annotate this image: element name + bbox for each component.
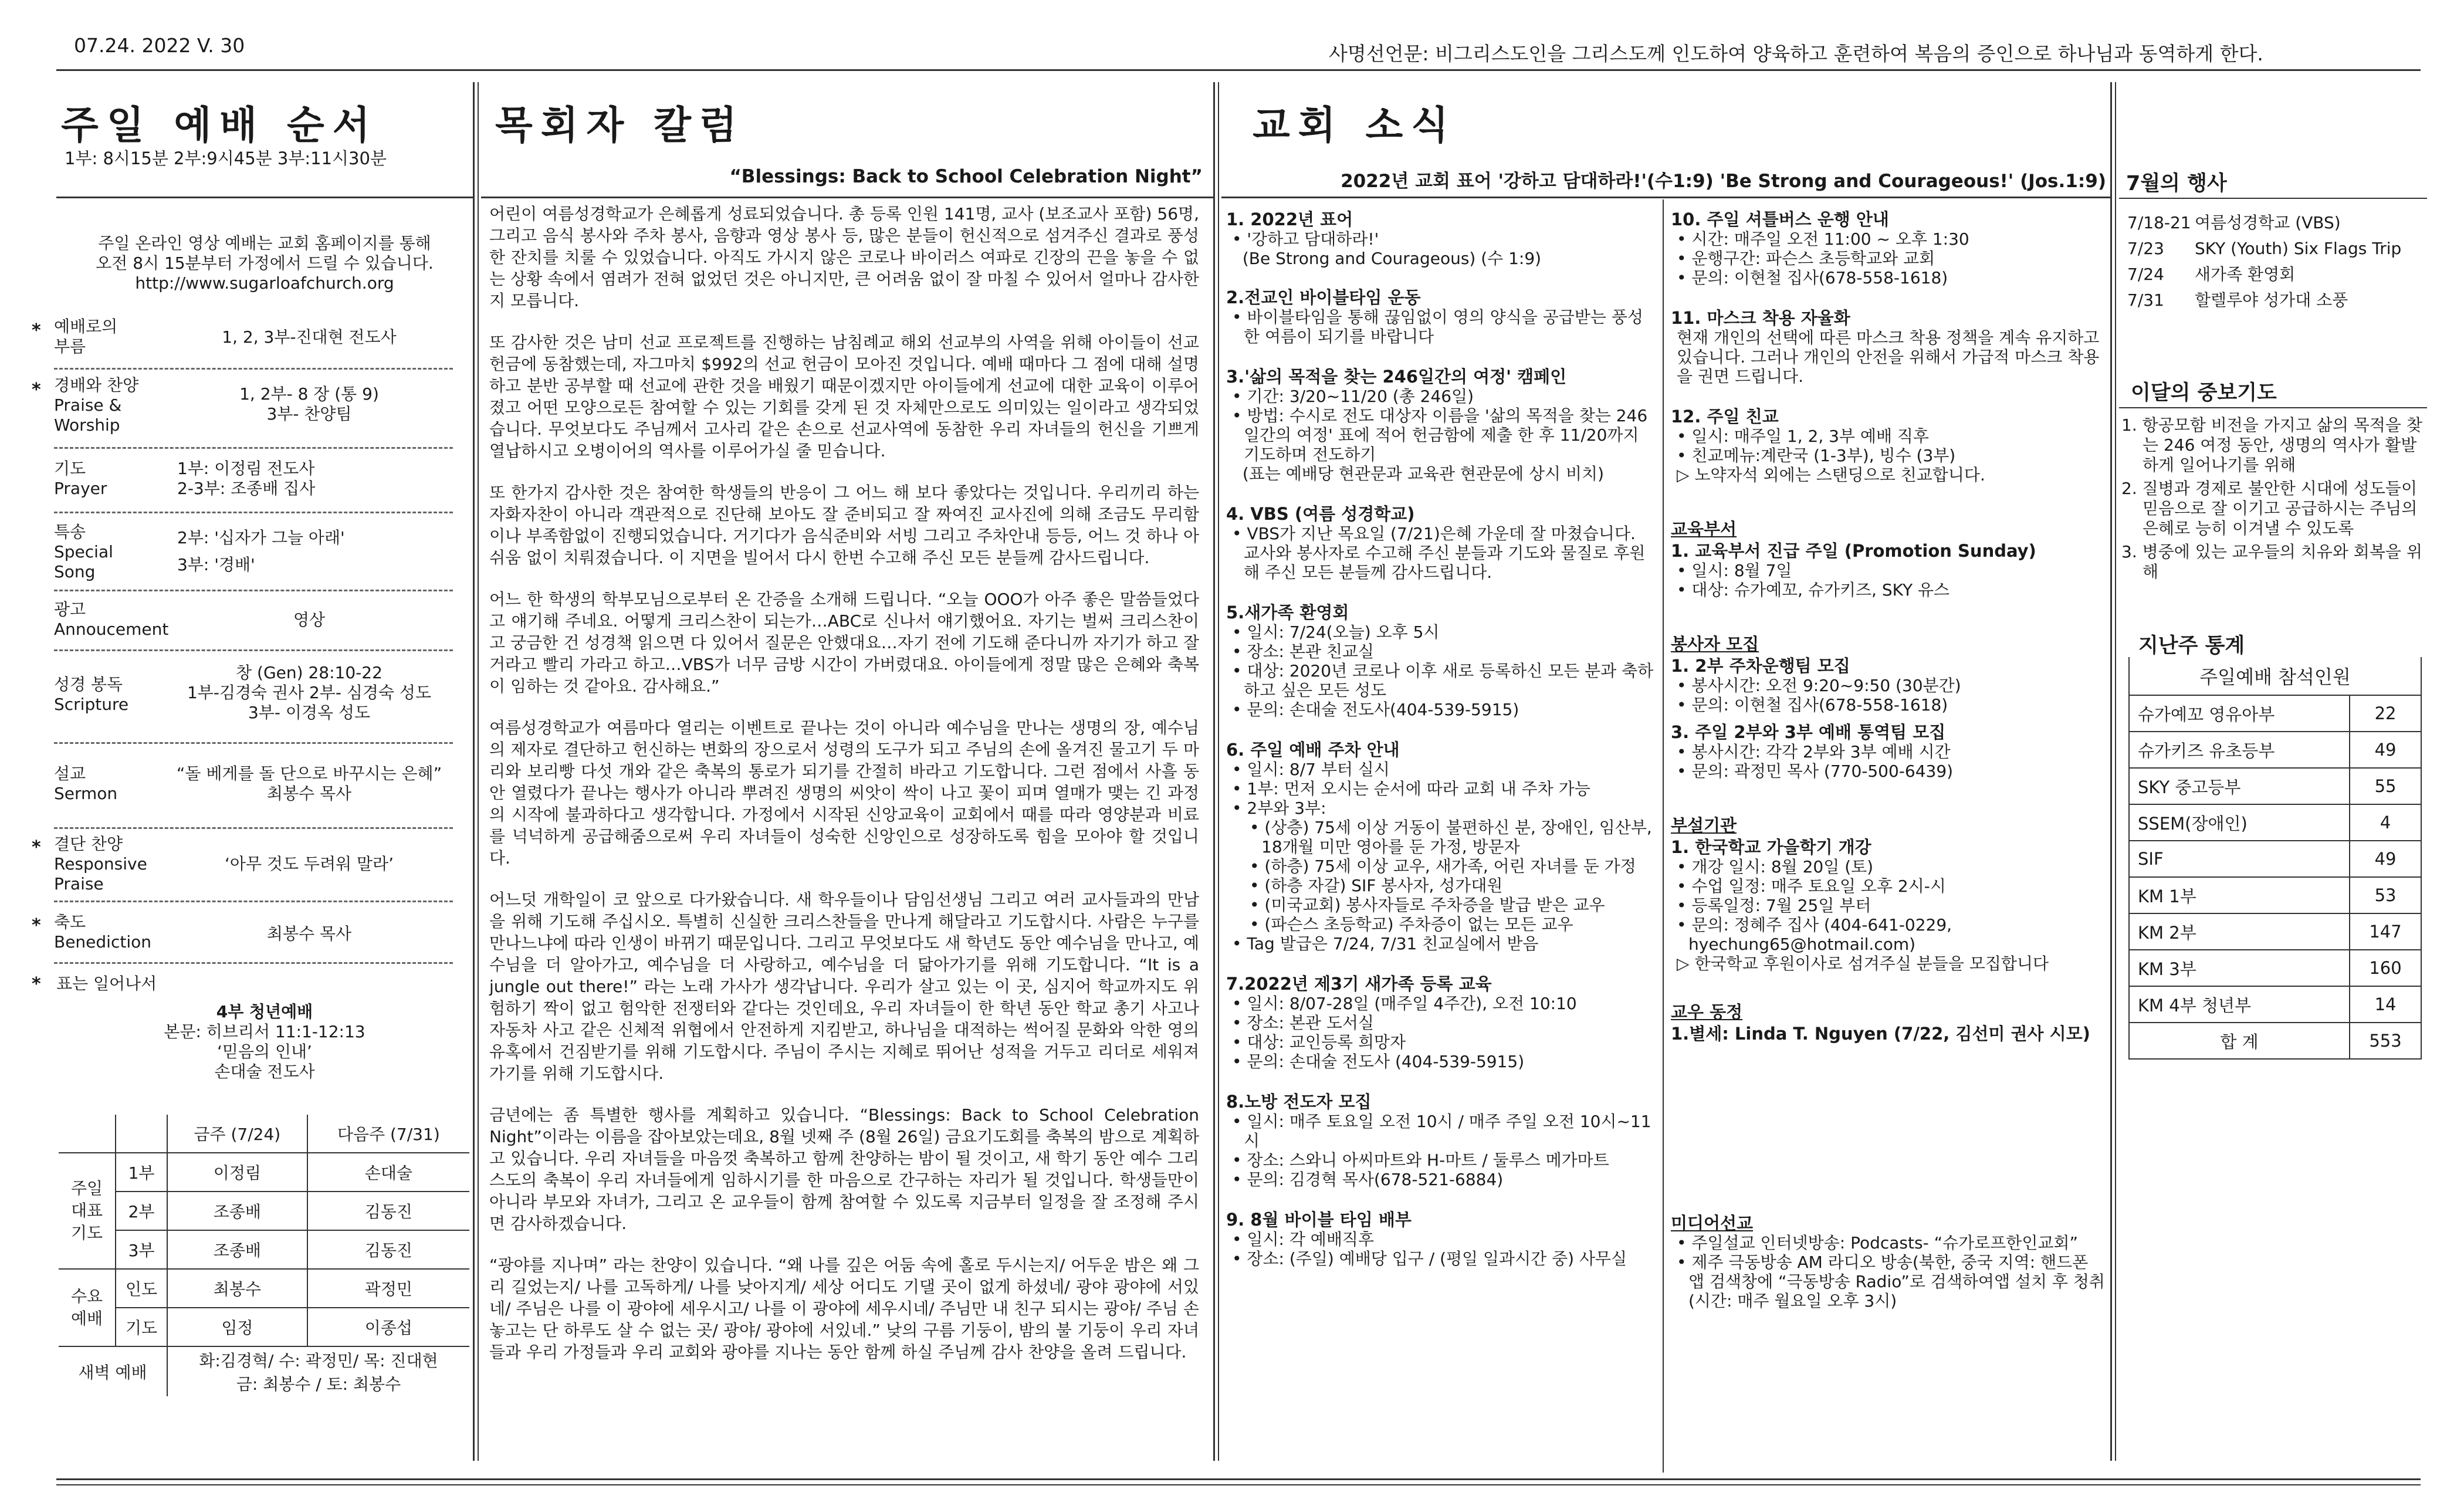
order-value: 2부: '십자가 그늘 아래' [177, 528, 345, 547]
order-value: 창 (Gen) 28:10-22 [236, 663, 383, 682]
news-inner-divider [1663, 199, 1664, 1473]
homepage-link[interactable]: http://www.sugarloafchurch.org [135, 273, 394, 293]
news-item: • 수업 일정: 매주 토요일 오후 2시-시 [1677, 876, 1946, 896]
stats-total-label: 합 계 [2129, 1023, 2350, 1059]
order-label: Special [54, 542, 113, 561]
top-rule [56, 69, 2421, 71]
divider-3 [2110, 82, 2112, 1461]
news-item: • 대상: 교인등록 희망자 [1232, 1033, 1406, 1052]
prayer-focus-item: 2. 질병과 경제로 불안한 시대에 성도들이 믿음으로 잘 이기고 공급하시는 주님의 은혜로 능히 이겨낼 수 있도록 [2121, 479, 2418, 538]
column-title: 목회자 칼럼 [495, 103, 745, 148]
news-item: • 기간: 3/20~11/20 (총 246일) [1232, 387, 1474, 406]
news-section-title: 교우 동정 [1671, 1002, 1743, 1022]
dawn-schedule [167, 1346, 469, 1396]
news-item: • (미국교회) 봉사자들로 주차증을 발급 받은 교우 [1250, 895, 1605, 915]
news-item: • VBS가 지난 목요일 (7/21)은혜 가운데 잘 마쳤습니다. 교사와 봉사자로 수고해 주신 분들과 기도와 물질로 후원해 주신 모든 분들께 감사드립니다. [1232, 524, 1646, 582]
news-item: ▷ 한국학교 후원이사로 섬겨주실 분들을 모집합니다 [1677, 954, 2049, 973]
order-value: 영상 [293, 610, 326, 629]
service-cell: 기도 [116, 1308, 167, 1346]
order-label: 기도 [54, 459, 86, 478]
youth-preacher: 손대술 전도사 [214, 1062, 315, 1081]
order-label: Praise [54, 874, 104, 893]
service-cell: 2부 [116, 1192, 167, 1230]
bottom-rule [56, 1478, 2421, 1480]
events-title: 7월의 행사 [2126, 172, 2227, 195]
news-section-title: 부설기관 [1671, 815, 1737, 835]
order-value: 최봉수 목사 [266, 924, 352, 943]
column-paragraph: 어느덧 개학일이 코 앞으로 다가왔습니다. 새 학우들이나 담임선생님 그리고 여러 교사들과의 만남을 위해 기도해 주십시오. 특별히 신실한 크리스찬들을 만나게 해달라고 기도합시다. 사람은 누구를 만나느냐에 따라 인생이 바뀌기 때문입니다. 그리고 무엇보다도 새 학년도 동안 예수님을 만나고, 예수님을 더 알아가고, 예수님을 더 사랑하고, 예수님을 더 닮아가기를 위해 기도합니다. “It is a jungle out there!” 라는 노래 가사가 생각납니다. 우리가 살고 있는 이 곳, 심지어 학교까지도 위험하기 짝이 없고 험악한 전쟁터와 같다는 것인데요, 우리 자녀들이 한 학년 동안 학교 총기 사고나 자동차 사고 같은 신체적 위협에서 안전하게 지킴받고, 하나님을 대적하는 썩어질 문화와 악한 영의 유혹에서 건짐받기를 위해 기도합시다. 주님이 주시는 지혜로 뛰어난 성적을 거두고 리더로 세워져 가기를 위해 기도합시다. [489, 890, 1199, 1083]
stats-group: KM 2부 [2129, 913, 2350, 950]
news-item: • 문의: 이현철 집사(678-558-1618) [1677, 268, 1948, 287]
news-item: • 문의: 손대술 전도사(404-539-5915) [1232, 700, 1519, 719]
news-item: • 일시: 매주 토요일 오전 10시 / 매주 주일 오전 10시~11시 [1232, 1112, 1651, 1150]
news-item: • 일시: 8/7 부터 실시 [1232, 760, 1390, 779]
order-label: 특송 [54, 522, 86, 541]
order-label: Sermon [54, 784, 118, 803]
news-item: • 1부: 먼저 오시는 순서에 따라 교회 내 주차 가능 [1232, 779, 1590, 798]
stats-group: 슈가예꼬 영유아부 [2129, 695, 2350, 732]
column-paragraph: 또 감사한 것은 남미 선교 프로젝트를 진행하는 남침례교 해외 선교부의 사역을 위해 아이들이 선교 헌금에 동참했는데, 자그마치 $992의 선교 헌금이 모아진 것입니다. 예배 때마다 그 점에 대해 설명하고 분반 공부할 때 선교에 관한 것을 배웠기 때문이겠지만 아이들에게 선교에 대한 교육이 이루어졌고 어떤 모양으로든 참여할 수 있는 기회를 갖게 된 것 자체만으로도 의미있는 일이라고 생각되었습니다. 무엇보다도 주님께서 고사리 같은 손으로 선교사역에 동참한 우리 자녀들의 헌신을 기쁘게 열납하시고 오병이어의 역사를 이루어가실 줄 믿습니다. [489, 333, 1199, 461]
news-heading: 8.노방 전도자 모집 [1226, 1092, 1372, 1112]
prayer-head-next-week: 다음주 (7/31) [307, 1115, 469, 1153]
order-label: 결단 찬양 [54, 834, 123, 854]
news-item: • 일시: 8/07-28일 (매주일 4주간), 오전 10:10 [1232, 994, 1577, 1013]
news-item: • 주일설교 인터넷방송: Podcasts- “슈가로프한인교회” [1677, 1233, 2078, 1253]
news-heading: 4. VBS (여름 성경학교) [1226, 504, 1415, 524]
order-divider [54, 512, 453, 513]
news-item: • 일시: 7/24(오늘) 오후 5시 [1232, 622, 1440, 642]
news-heading: 1.별세: Linda T. Nguyen (7/22, 김선미 권사 시모) [1671, 1024, 2090, 1044]
stats-group: KM 4부 청년부 [2129, 986, 2350, 1023]
event-item: 7/23 SKY (Youth) Six Flags Trip [2127, 239, 2402, 258]
news-heading: 1. 교육부서 진급 주일 (Promotion Sunday) [1671, 541, 2036, 561]
order-divider [54, 447, 453, 449]
dawn-line: 금: 최봉수 / 토: 최봉수 [236, 1375, 401, 1394]
mission-statement: 사명선언문: 비그리스도인을 그리스도께 인도하여 양육하고 훈련하여 복음의 증인으로 하나님과 동역하게 한다. [1329, 42, 2263, 65]
column-subtitle: “Blessings: Back to School Celebration Night” [729, 166, 1203, 187]
stats-group: SKY 중고등부 [2129, 768, 2350, 804]
news-heading: 3.'삶의 목적을 찾는 246일간의 여정' 캠페인 [1226, 367, 1567, 387]
stats-group: SSEM(장애인) [2129, 804, 2350, 841]
news-heading: 2.전교인 바이블타임 운동 [1226, 287, 1421, 307]
order-divider [54, 742, 453, 744]
news-heading: 1. 2022년 표어 [1226, 209, 1353, 229]
order-benediction [54, 912, 447, 959]
order-divider [54, 901, 453, 902]
news-item: • 봉사시간: 오전 9:20~9:50 (30분간) [1677, 676, 1961, 695]
stats-count: 55 [2350, 768, 2421, 804]
news-item: (표는 예배당 현관문과 교육관 현관문에 상시 비치) [1242, 464, 1605, 483]
news-item: • 대상: 2020년 코로나 이후 새로 등록하신 모든 분과 축하하고 싶은 모든 성도 [1232, 661, 1654, 700]
order-call-to-worship [54, 317, 447, 364]
order-value: ‘아무 것도 두려워 말라’ [225, 854, 394, 874]
events-rule [2119, 198, 2427, 199]
news-item: • 문의: 김경혁 목사(678-521-6884) [1232, 1170, 1504, 1189]
news-item: (Be Strong and Courageous) (수 1:9) [1242, 249, 1542, 268]
youth-service [56, 1002, 473, 1082]
news-section-title: 봉사자 모집 [1671, 634, 1759, 654]
order-value: 3부- 이경옥 성도 [248, 703, 370, 722]
name-cell: 김동진 [307, 1192, 469, 1230]
order-divider [54, 368, 453, 370]
order-value: 1부: 이정림 전도사 [177, 459, 315, 478]
order-value: 3부: '경배' [177, 555, 255, 574]
name-cell: 이종섭 [307, 1308, 469, 1346]
stand-star: * [32, 915, 41, 936]
news-item: • 2부와 3부: [1232, 798, 1326, 818]
news-item: • (상층) 75세 이상 거동이 불편하신 분, 장애인, 임산부, 18개월 미만 영아를 둔 가정, 방문자 [1250, 818, 1652, 857]
order-responsive-praise [54, 834, 447, 899]
stats-title: 지난주 통계 [2138, 634, 2245, 658]
news-section-title: 교육부서 [1671, 519, 1737, 539]
news-heading: 5.새가족 환영회 [1226, 603, 1349, 622]
order-value: “돌 베게를 돌 단으로 바꾸시는 은혜” [176, 764, 442, 783]
order-divider [54, 649, 453, 651]
stats-count: 4 [2350, 804, 2421, 841]
order-label: Worship [54, 415, 120, 435]
stats-total: 553 [2350, 1023, 2421, 1059]
order-value: 최봉수 목사 [266, 784, 352, 803]
news-heading: 11. 마스크 착용 자율화 [1671, 308, 1850, 328]
stats-group: KM 1부 [2129, 877, 2350, 913]
news-item: • 친교메뉴:계란국 (1-3부), 빙수 (3부) [1677, 446, 1956, 465]
news-item: • 장소: 본관 도서실 [1232, 1013, 1374, 1033]
column-paragraph: 금년에는 좀 특별한 행사를 계획하고 있습니다. “Blessings: Back to School Celebration Night”이라는 이름을 잡아보았는데요, 8월 넷째 주 (8월 26일) 금요기도회를 축복의 밤으로 계획하고 있습니다. 우리 자녀들을 마음껏 축복하고 함께 찬양하는 밤이 될 것이고, 새 학기 동안 예수 그리스도의 축복이 우리 자녀들에게 임하시기를 한 마음으로 간구하는 자리가 될 것입니다. 학생들만이 아니라 부모와 자녀가, 그리고 온 교우들이 함께 참여할 수 있도록 지금부터 일정을 잘 조정해 주시면 감사하겠습니다. [489, 1105, 1199, 1233]
news-item: • 장소: 본관 친교실 [1232, 642, 1374, 661]
order-special-song [54, 522, 447, 587]
service-cell: 인도 [116, 1269, 167, 1308]
news-item: • 일시: 각 예배직후 [1232, 1230, 1374, 1249]
date-volume: 07.24. 2022 V. 30 [74, 34, 245, 57]
name-cell: 임정 [167, 1308, 307, 1346]
stand-note: 표는 일어나서 [56, 974, 157, 993]
stats-count: 53 [2350, 877, 2421, 913]
name-cell: 조종배 [167, 1192, 307, 1230]
order-label: Responsive [54, 854, 147, 874]
event-item: 7/18-21 여름성경학교 (VBS) [2127, 213, 2341, 232]
news-item: • 시간: 매주일 오전 11:00 ~ 오후 1:30 [1677, 229, 1969, 249]
sunday-prayer-label: 주일 대표 기도 [59, 1153, 116, 1269]
order-label: Song [54, 562, 96, 581]
service-cell: 3부 [116, 1230, 167, 1269]
order-label: 부름 [54, 337, 86, 356]
name-cell: 손대술 [307, 1153, 469, 1192]
news-item: • (파슨스 초등학교) 주차증이 없는 모든 교우 [1250, 915, 1573, 934]
divider-1b [478, 82, 479, 1461]
news-title: 교회 소식 [1253, 103, 1457, 148]
news-item: • (하층 자갈) SIF 봉사자, 성가대원 [1250, 876, 1503, 895]
stats-table [2128, 657, 2422, 1060]
online-note-line: 오전 8시 15분부터 가정에서 드릴 수 있습니다. [96, 253, 434, 273]
stats-count: 49 [2350, 841, 2421, 877]
news-heading: 12. 주일 친교 [1671, 407, 1779, 427]
news-item: • (하층) 75세 이상 교우, 새가족, 어린 자녀를 둔 가정 [1250, 857, 1636, 876]
news-heading: 7.2022년 제3기 새가족 등록 교육 [1226, 974, 1492, 994]
prayer-focus-rule [2119, 407, 2427, 408]
column-paragraph: 여름성경학교가 여름마다 열리는 이벤트로 끝나는 것이 아니라 예수님을 만나는 생명의 장, 예수님의 제자로 결단하고 헌신하는 변화의 장으로서 성령의 도구가 되고 주님의 손에 올겨진 물고기 두 마리와 보리빵 다섯 개와 같은 축복의 통로가 되기를 간절히 바라고 기도합니다. 그런 점에서 사흘 동안 열렸다가 끝나는 행사가 아니라 뿌려진 생명의 씨앗이 싹이 나고 꽃이 피며 열매가 맺는 긴 과정의 시작에 불과하다고 생각합니다. 가정에서 시작된 신앙교육이 교회에서 때를 따라 영양분과 비료를 넉넉하게 공급해줌으로써 우리 자녀들이 성숙한 신앙인으로 성장하도록 힘을 모아야 할 것입니다. [489, 718, 1199, 868]
order-prayer [54, 459, 447, 506]
stats-count: 14 [2350, 986, 2421, 1023]
worship-title: 주일 예배 순서 [61, 103, 378, 148]
news-heading: 1. 2부 주차운행팀 모집 [1671, 656, 1850, 676]
events-list [2127, 210, 2401, 313]
youth-theme: ‘믿음의 인내’ [217, 1042, 312, 1061]
news-item: • 문의: 곽정민 목사 (770-500-6439) [1677, 761, 1954, 781]
order-label: 성경 봉독 [54, 675, 123, 694]
order-divider [54, 827, 453, 829]
order-sermon [54, 764, 447, 811]
youth-title: 4부 청년예배 [216, 1002, 313, 1021]
column-title-rule [481, 197, 1213, 198]
prayer-focus-title: 이달의 중보기도 [2131, 381, 2277, 405]
divider-3b [2115, 82, 2116, 1461]
news-heading: 6. 주일 예배 주차 안내 [1226, 740, 1400, 760]
order-label: Prayer [54, 479, 107, 498]
news-item: • 대상: 슈가예꼬, 슈가키즈, SKY 유스 [1677, 580, 1950, 600]
order-value: 1, 2부- 8 장 (통 9) [239, 384, 379, 404]
order-label: 광고 [54, 600, 86, 619]
order-value: 1부-김경숙 권사 2부- 심경숙 성도 [187, 683, 431, 702]
online-note-line: 주일 온라인 영상 예배는 교회 홈페이지를 통해 [98, 233, 431, 253]
column-paragraph: 어느 한 학생의 학부모님으로부터 온 간증을 소개해 드립니다. “오늘 OOO가 아주 좋은 말씀들었다고 얘기해 주네요. 어떻게 크리스찬이 되는가…ABC로 신나서 얘기했어요. 자기는 벌써 크리스찬이고 궁금한 건 성경책 읽으면 다 있어서 질문은 안했대요…자기 전에 기도해 준다니까 자기가 하고 잘 거라고 빨리 가라고 하고…VBS가 너무 금방 시간이 가버렸대요. 아이들에게 정말 많은 은혜와 축복이 임하는 것 같아요. 감사해요.” [489, 590, 1199, 696]
name-cell: 김동진 [307, 1230, 469, 1269]
news-item: • 장소: (주일) 예배당 입구 / (평일 일과시간 중) 사무실 [1232, 1249, 1627, 1268]
stats-header: 주일예배 참석인원 [2129, 657, 2421, 695]
order-label: 설교 [54, 764, 86, 783]
service-cell: 1부 [116, 1153, 167, 1192]
prayer-focus-list [2121, 415, 2425, 582]
stats-group: KM 3부 [2129, 950, 2350, 986]
column-paragraph: 어린이 여름성경학교가 은혜롭게 성료되었습니다. 총 등록 인원 141명, 교사 (보조교사 포함) 56명, 그리고 음식 봉사와 주차 봉사, 음향과 영상 봉사 등, 많은 분들이 헌신적으로 섬겨주신 결과로 풍성한 잔치를 치룰 수 있었습니다. 아직도 가시지 않은 코로나 바이러스 여파로 긴장의 끈을 놓을 수 없는 상황 속에서 염려가 전혀 없었던 것은 아니지만, 큰 어려움 없이 잘 마칠 수 있어서 얼마나 감사한지 모릅니다. [489, 204, 1199, 310]
prayer-table [59, 1115, 469, 1396]
news-item: • 개강 일시: 8월 20일 (토) [1677, 857, 1874, 876]
prayer-focus-item: 3. 병중에 있는 교우들의 치유와 회복을 위해 [2121, 542, 2422, 581]
order-label: 예배로의 [54, 317, 118, 336]
column-paragraph: “광야를 지나며” 라는 찬양이 있습니다. “왜 나를 깊은 어둠 속에 홀로 두시는지/ 어두운 밤은 왜 그리 길었는지/ 나를 고독하게/ 나를 낮아지게/ 세상 어디도 기댈 곳이 없게 하셨네/ 광야 광야에 서있네/ 주님은 나를 이 광야에 세우시고/ 나를 이 광야에 세우시네/ 주님만 내 친구 되시는 광야/ 주님 손 놓고는 단 하루도 살 수 없는 곳/ 광야/ 광야에 서있네.” 낮의 구름 기둥이, 밤의 불 기둥이 우리 자녀들과 우리 가정들과 우리 교회와 광야를 지나는 동안 함께 하실 주님께 감사 찬양을 올려 드립니다. [489, 1255, 1199, 1362]
order-label: Annoucement [54, 620, 169, 639]
stats-count: 147 [2350, 913, 2421, 950]
dawn-line: 화:김경혁/ 수: 곽정민/ 목: 진대현 [199, 1351, 438, 1370]
news-item: • 일시: 8월 7일 [1677, 561, 1792, 580]
online-note [56, 233, 473, 293]
news-heading: 9. 8월 바이블 타임 배부 [1226, 1210, 1412, 1230]
news-left-column [1226, 199, 1654, 1268]
name-cell: 최봉수 [167, 1269, 307, 1308]
news-item: • 방법: 수시로 전도 대상자 이름을 '삶의 목적을 찾는 246일간의 여정' 표에 적어 헌금함에 제출 한 후 11/20까지 기도하며 전도하기 [1232, 406, 1648, 464]
news-item: • 운행구간: 파슨스 초등학교와 교회 [1677, 249, 1935, 268]
worship-times: 1부: 8시15분 2부:9시45분 3부:11시30분 [65, 148, 387, 168]
order-value: 3부- 찬양팀 [266, 404, 352, 424]
news-section-title: 미디어선교 [1671, 1213, 1754, 1233]
news-item: ▷ 노약자석 외에는 스탠딩으로 친교합니다. [1677, 465, 1985, 485]
news-item: • 봉사시간: 각각 2부와 3부 예배 시간 [1677, 742, 1951, 761]
news-item: • 문의: 이현철 집사(678-558-1618) [1677, 695, 1948, 715]
stand-star: * [32, 837, 41, 858]
order-label: 축도 [54, 912, 86, 932]
news-item: • 등록일정: 7월 25일 부터 [1677, 896, 1871, 915]
order-label: Scripture [54, 695, 129, 714]
news-right-column [1671, 199, 2105, 1311]
bottom-rule-2 [56, 1484, 2421, 1485]
order-praise [54, 375, 447, 440]
news-item: • 제주 극동방송 AM 라디오 방송(북한, 중국 지역: 핸드폰 앱 검색창에 “극동방송 Radio”로 검색하여앱 설치 후 청취 (시간: 매주 월요일 오후 3시) [1677, 1253, 2105, 1311]
dawn-label: 새벽 예배 [59, 1346, 167, 1396]
wednesday-label: 수요 예배 [59, 1269, 116, 1346]
news-item: • 장소: 스와니 아씨마트와 H-마트 / 둘루스 메가마트 [1232, 1150, 1609, 1170]
news-item: • '강하고 담대하라!' [1232, 229, 1379, 249]
news-heading: 3. 주일 2부와 3부 예배 통역팀 모집 [1671, 722, 1946, 742]
worship-title-rule [56, 197, 473, 198]
order-divider [54, 962, 453, 964]
column-paragraph: 또 한가지 감사한 것은 참여한 학생들의 반응이 그 어느 해 보다 좋았다는 것입니다. 우리끼리 하는 자화자찬이 아니라 객관적으로 진단해 보아도 잘 준비되고 잘 짜여진 교사진에 의해 조금도 무리함이나 부족함없이 진행되었습니다. 거기다가 음식준비와 서빙 그리고 주차안내 등등, 어느 것 하나 아쉬움 없이 치뤄졌습니다. 이 지면을 빌어서 다시 한번 수고해 주신 모든 분들께 감사드립니다. [489, 483, 1199, 567]
stats-group: SIF [2129, 841, 2350, 877]
news-title-rule [1221, 197, 2110, 198]
name-cell: 조종배 [167, 1230, 307, 1269]
news-item: • 문의: 손대술 전도사 (404-539-5915) [1232, 1052, 1525, 1071]
order-scripture [54, 663, 447, 745]
order-label: Praise & [54, 395, 122, 415]
stand-star: * [32, 320, 41, 341]
news-heading: 1. 한국학교 가을학기 개강 [1671, 837, 1871, 857]
stats-count: 160 [2350, 950, 2421, 986]
news-item: • 문의: 정혜주 집사 (404-641-0229, hyechung65@hotmail.com) [1677, 915, 1952, 954]
news-motto: 2022년 교회 표어 '강하고 담대하라!'(수1:9) 'Be Strong and Courageous!' (Jos.1:9) [1341, 171, 2106, 192]
order-divider [54, 590, 453, 591]
news-item: 현재 개인의 선택에 따른 마스크 착용 정책을 계속 유지하고 있습니다. 그러나 개인의 안전을 위해서 가급적 마스크 착용을 권면 드립니다. [1677, 328, 2100, 386]
name-cell: 곽정민 [307, 1269, 469, 1308]
stats-count: 22 [2350, 695, 2421, 732]
news-item: • Tag 발급은 7/24, 7/31 친교실에서 받음 [1232, 934, 1539, 953]
news-heading: 10. 주일 셔틀버스 운행 안내 [1671, 209, 1889, 229]
divider-1 [473, 82, 475, 1461]
event-item: 7/24 새가족 환영회 [2127, 265, 2296, 284]
youth-text: 본문: 히브리서 11:1-12:13 [164, 1022, 365, 1041]
order-label: Benediction [54, 932, 151, 952]
column-body [489, 203, 1199, 1383]
news-item: • 바이블타임을 통해 끊임없이 영의 양식을 공급받는 풍성한 여름이 되기를 바랍니다 [1232, 307, 1643, 346]
order-announcement [54, 600, 447, 647]
event-item: 7/31 할렐루야 성가대 소풍 [2127, 290, 2348, 310]
stand-star: * [32, 974, 41, 994]
divider-2 [1213, 82, 1215, 1461]
prayer-head-this-week: 금주 (7/24) [167, 1115, 307, 1153]
name-cell: 이정림 [167, 1153, 307, 1192]
news-item: • 일시: 매주일 1, 2, 3부 예배 직후 [1677, 427, 1929, 446]
divider-2b [1218, 82, 1219, 1461]
stats-group: 슈가키즈 유초등부 [2129, 732, 2350, 768]
order-value: 2-3부: 조종배 집사 [177, 479, 316, 498]
order-label: 경배와 찬양 [54, 375, 139, 395]
stats-count: 49 [2350, 732, 2421, 768]
prayer-focus-item: 1. 항공모함 비전을 가지고 삶의 목적을 찾는 246 여정 동안, 생명의 역사가 활발하게 일어나기를 위해 [2121, 415, 2422, 475]
order-value: 1, 2, 3부-진대현 전도사 [222, 327, 397, 347]
stand-star: * [32, 380, 41, 400]
